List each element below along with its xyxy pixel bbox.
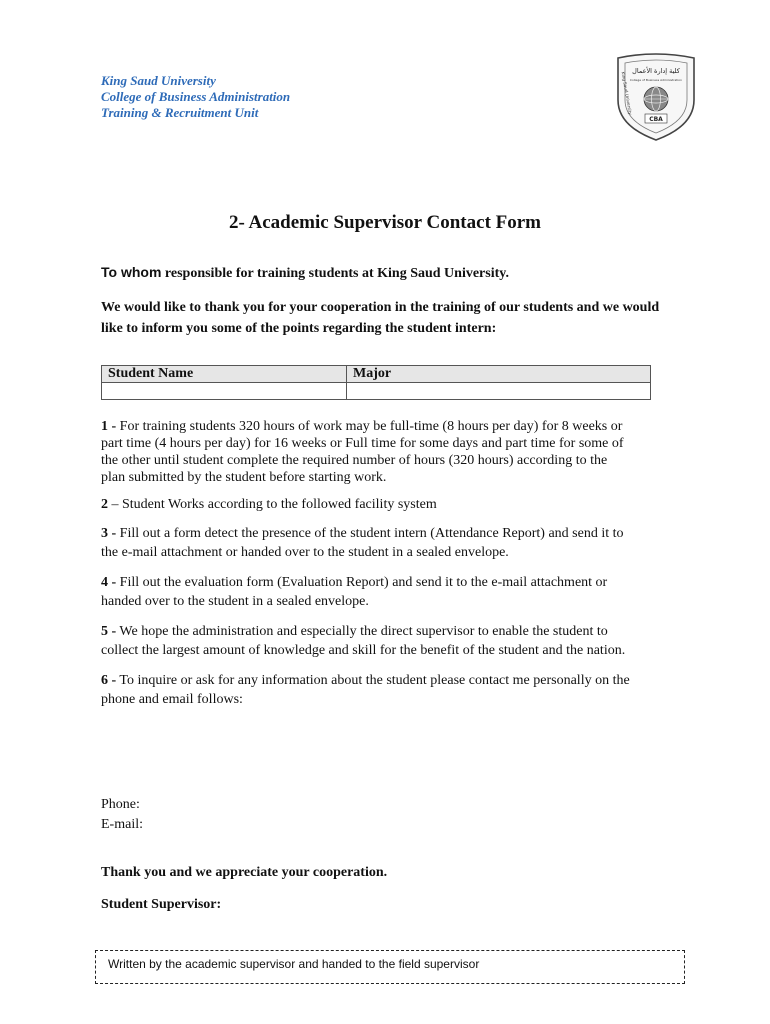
point-text: – Student Works according to the followed facility system bbox=[108, 497, 437, 512]
logo-side-text: King Saud University bbox=[620, 71, 634, 116]
point-5 bbox=[101, 622, 631, 661]
point-3 bbox=[101, 524, 631, 563]
thanks-paragraph bbox=[101, 297, 661, 339]
student-info-table bbox=[101, 365, 651, 400]
intro-rest: responsible for training students at King Saud University. bbox=[161, 266, 509, 281]
intro-line bbox=[101, 264, 509, 282]
point-1 bbox=[101, 418, 631, 486]
point-number: 4 - bbox=[101, 574, 117, 590]
logo-english-name: College of Business Administration bbox=[629, 78, 683, 82]
intro-prefix: To whom bbox=[101, 264, 162, 280]
point-2 bbox=[101, 496, 631, 514]
student-name-header: Student Name bbox=[102, 366, 347, 383]
thanks-rest: would like to thank you for your cooperation in the training of our students and we would like to inform you some of the points regarding the student intern: bbox=[101, 300, 660, 336]
globe-shield-icon bbox=[644, 87, 668, 111]
major-header: Major bbox=[347, 366, 651, 383]
logo-badge: CBA bbox=[649, 116, 663, 123]
table-header-row bbox=[102, 366, 651, 383]
point-number: 5 - bbox=[101, 623, 117, 639]
point-text: Fill out the evaluation form (Evaluation Report) and send it to the e-mail attachment or handed over to the student in a sealed envelope. bbox=[101, 574, 608, 609]
point-number: 6 - bbox=[101, 672, 117, 688]
student-name-cell[interactable] bbox=[102, 383, 347, 400]
supervisor-label: Student Supervisor: bbox=[101, 897, 222, 912]
college-logo bbox=[612, 52, 700, 142]
point-number: 1 - bbox=[101, 419, 117, 434]
thanks-prefix: We bbox=[101, 300, 121, 315]
email-label: E-mail: bbox=[101, 816, 143, 832]
instruction-note: Written by the academic supervisor and handed to the field supervisor bbox=[95, 950, 685, 984]
unit-name: Training & Recruitment Unit bbox=[101, 105, 259, 120]
point-text: We hope the administration and especially the direct supervisor to enable the student to collect the largest amount of knowledge and skill for the benefit of the student and the nation. bbox=[101, 623, 626, 658]
point-text: For training students 320 hours of work may be full-time (8 hours per day) for 8 weeks or part time (4 hours per day) for 16 weeks or Full time for some days and part time for some of the other until student complete the required number of hours (320 hours) according to the plan submitted by the student before starting work. bbox=[101, 419, 624, 485]
college-name: College of Business Administration bbox=[101, 89, 291, 104]
point-text: To inquire or ask for any information about the student please contact me personally on the phone and email follows: bbox=[101, 672, 630, 707]
logo-arabic-name: كلية إدارة الأعمال bbox=[632, 67, 680, 75]
form-title: 2- Academic Supervisor Contact Form bbox=[228, 212, 542, 233]
table-row bbox=[102, 383, 651, 400]
point-text: Fill out a form detect the presence of the student intern (Attendance Report) and send it to the e-mail attachment or handed over to the student in a sealed envelope. bbox=[101, 525, 624, 560]
university-header bbox=[101, 73, 290, 121]
point-number: 2 bbox=[101, 497, 108, 512]
major-cell[interactable] bbox=[347, 383, 651, 400]
university-name: King Saud University bbox=[101, 73, 216, 88]
closing-line: Thank you and we appreciate your cooperation. bbox=[101, 865, 388, 880]
contact-block bbox=[101, 795, 143, 834]
point-4 bbox=[101, 573, 631, 612]
points-list bbox=[101, 418, 631, 720]
point-number: 3 - bbox=[101, 525, 117, 541]
phone-label: Phone: bbox=[101, 797, 140, 812]
point-6 bbox=[101, 671, 631, 710]
